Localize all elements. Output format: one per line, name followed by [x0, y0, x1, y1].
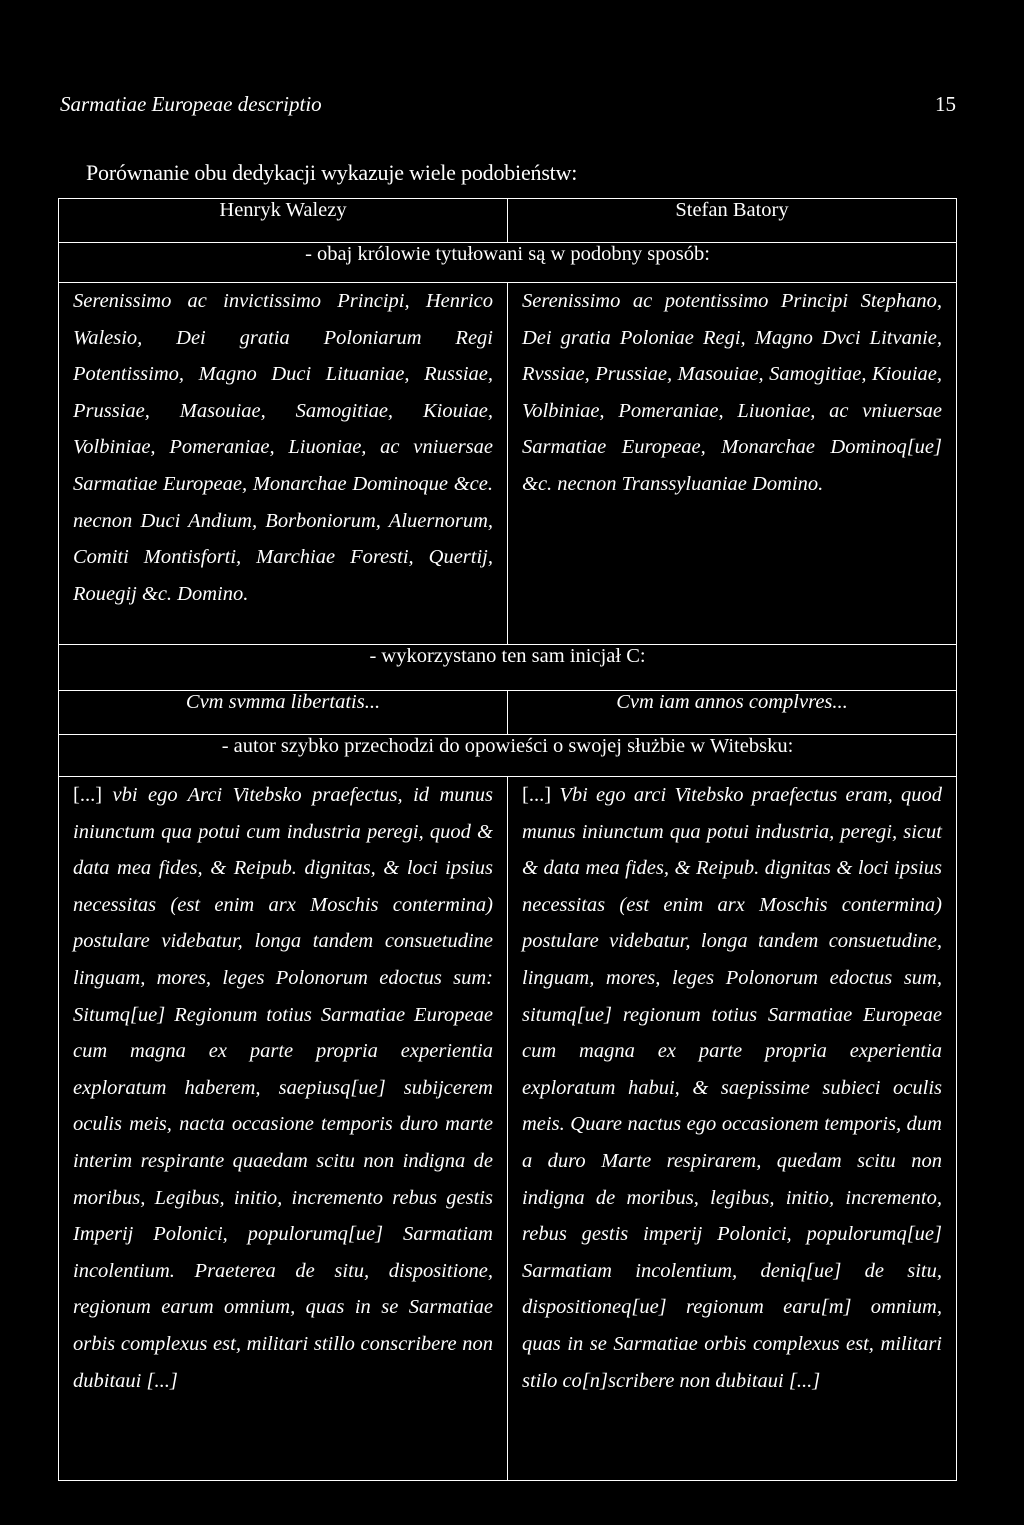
ellipsis-marker: [...]	[522, 784, 552, 806]
note-titles: - obaj królowie tytułowani są w podobny sposób:	[59, 243, 957, 283]
incipit-row	[59, 691, 957, 735]
incipit-henryk: Cvm svmma libertatis...	[59, 691, 508, 735]
running-head: Sarmatiae Europeae descriptio	[60, 92, 322, 116]
dedication-stefan: Serenissimo ac potentissimo Principi Stephano, Dei gratia Poloniae Regi, Magno Dvci Litvanie, Rvssiae, Prussiae, Masouiae, Samogitiae, Kiouiae, Volbiniae, Pomeraniae, Liuoniae, ac vniuersae Sarmatiae Europeae, Monarchae Dominoq[ue] &c. necnon Transsyluaniae Domino.	[508, 283, 957, 645]
note-row	[59, 645, 957, 691]
note-service: - autor szybko przechodzi do opowieści o swojej służbie w Witebsku:	[59, 735, 957, 777]
header-row	[59, 199, 957, 243]
comparison-table	[58, 198, 957, 1481]
column-header-stefan: Stefan Batory	[508, 199, 957, 243]
service-stefan	[508, 777, 957, 1481]
service-row	[59, 777, 957, 1481]
dedication-row	[59, 283, 957, 645]
column-header-henryk: Henryk Walezy	[59, 199, 508, 243]
service-henryk-text: vbi ego Arci Vitebsko praefectus, id munus iniunctum qua potui cum industria peregi, quod & data mea fides, & Reipub. dignitas, & loci ipsius necessitas (est enim arx Moschis contermina) postulare videbatur, longa tandem consuetudine linguam, mores, leges Polonorum edoctus sum: Situmq[ue] Regionum totius Sarmatiae Europeae cum magna ex parte propria experientia exploratum haberem, saepiusq[ue] subijcerem oculis meis, nacta occasione temporis duro marte interim respirante quaedam scitu non indigna de moribus, Legibus, initio, incremento rebus gestis Imperij Polonici, populorumq[ue] Sarmatiam incolentium. Praeterea de situ, dispositione, regionum earum omnium, quas in se Sarmatiae orbis complexus est, militari stillo conscribere non dubitaui [...]	[73, 784, 494, 1392]
ellipsis-marker: [...]	[73, 784, 103, 806]
note-row	[59, 243, 957, 283]
dedication-henryk: Serenissimo ac invictissimo Principi, Henrico Walesio, Dei gratia Poloniarum Regi Potentissimo, Magno Duci Lituaniae, Russiae, Prussiae, Masouiae, Samogitiae, Kiouiae, Volbiniae, Pomeraniae, Liuoniae, ac vniuersae Sarmatiae Europeae, Monarchae Dominoque &ce. necnon Duci Andium, Borboniorum, Aluernorum, Comiti Montisforti, Marchiae Foresti, Quertij, Rouegij &c. Domino.	[59, 283, 508, 645]
note-initial: - wykorzystano ten sam inicjał C:	[59, 645, 957, 691]
intro-sentence: Porównanie obu dedykacji wykazuje wiele podobieństw:	[86, 160, 578, 185]
incipit-stefan: Cvm iam annos complvres...	[508, 691, 957, 735]
service-henryk	[59, 777, 508, 1481]
page-number: 15	[935, 92, 956, 116]
note-row	[59, 735, 957, 777]
service-stefan-text: Vbi ego arci Vitebsko praefectus eram, quod munus iniunctum qua potui industria, peregi, sicut & data mea fides, & Reipub. dignitas & loci ipsius necessitas (est enim arx Moschis contermina) postulare videbatur, longa tandem consuetudine, linguam, mores, leges Polonorum edoctus sum, situmq[ue] regionum totius Sarmatiae Europeae cum magna ex parte propria experientia exploratum habui, & saepissime subieci oculis meis. Quare nactus ego occasionem temporis, dum a duro Marte respirarem, quedam scitu non indigna de moribus, legibus, initio, incremento, rebus gestis imperij Polonici, populorumq[ue] Sarmatiam incolentium, deniq[ue] de situ, dispositioneq[ue] regionum earu[m] omnium, quas in se Sarmatiae orbis complexus est, militari stilo co[n]scribere non dubitaui [...]	[522, 784, 943, 1392]
